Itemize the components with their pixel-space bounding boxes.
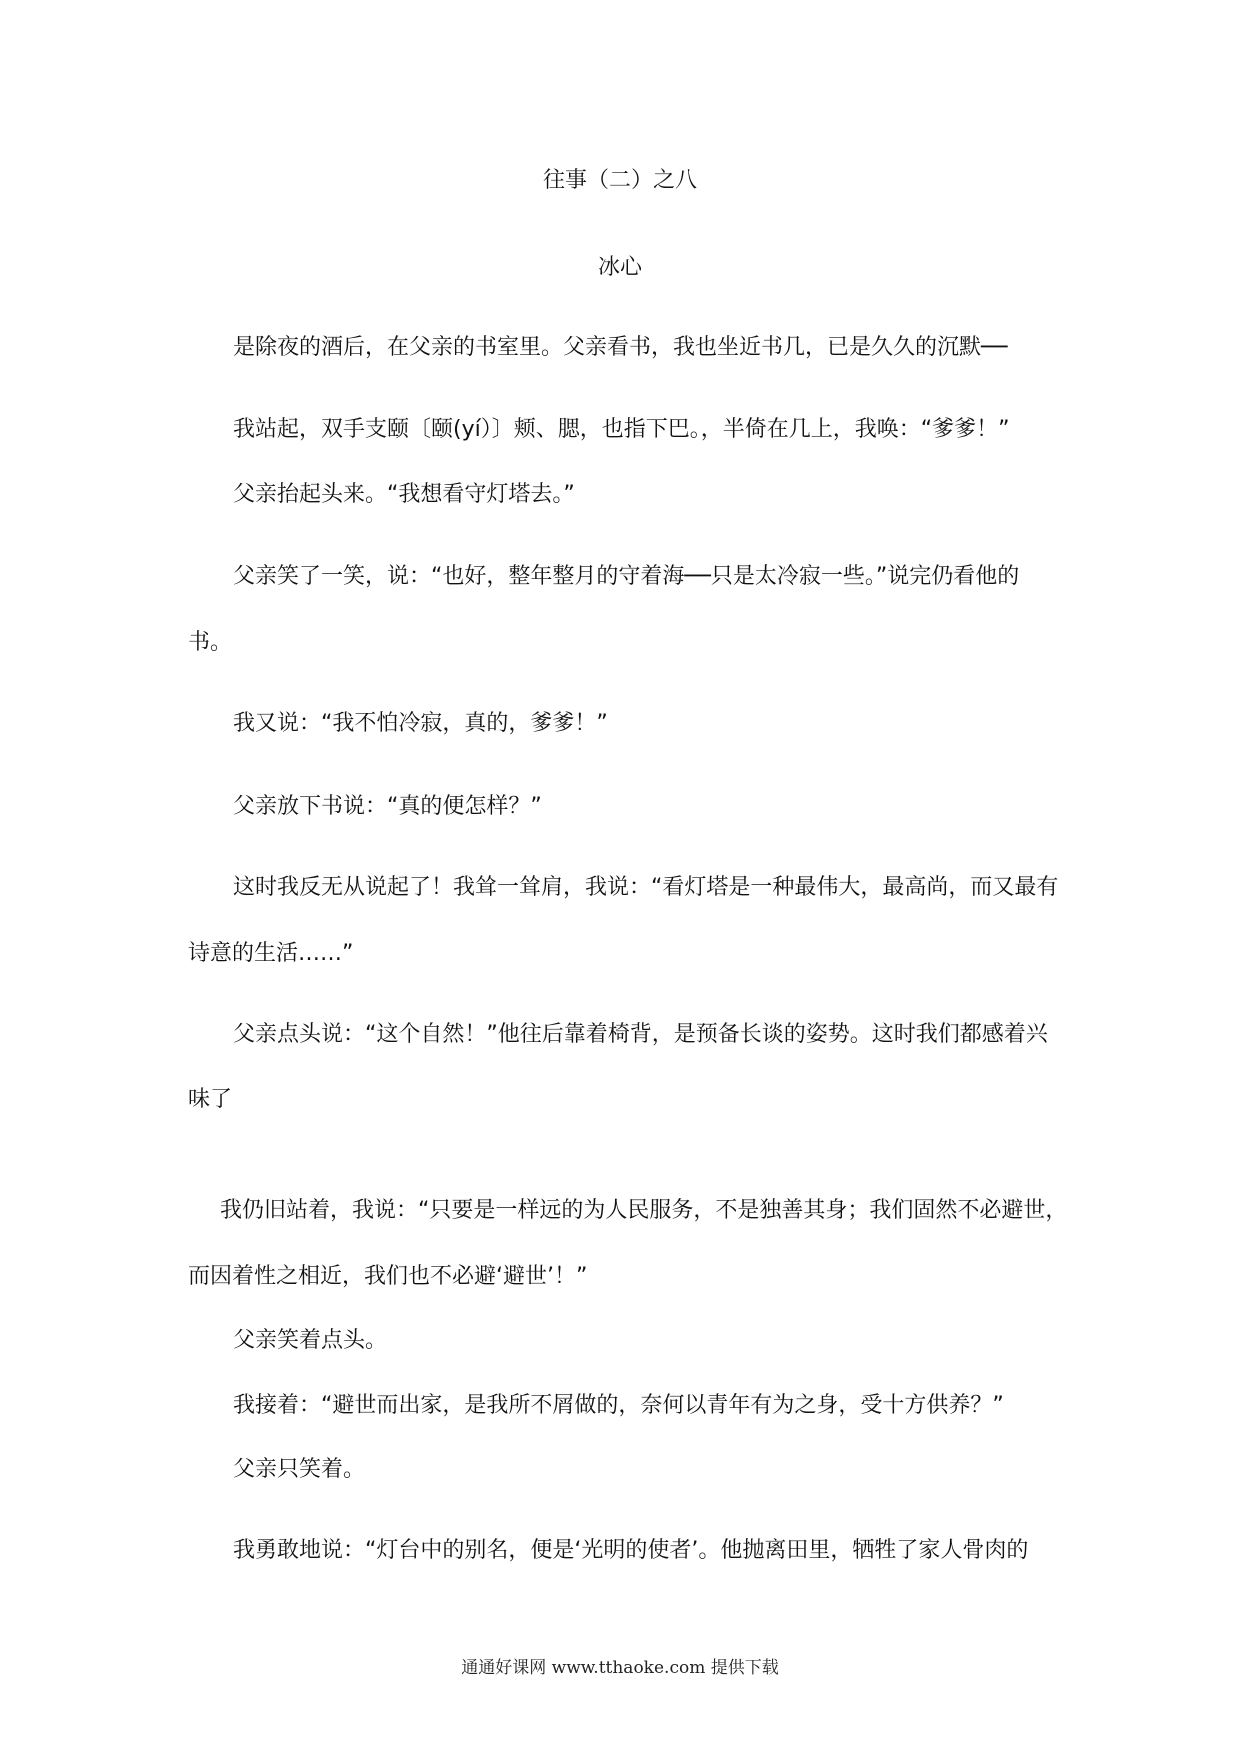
paragraph-line: 父亲笑了一笑，说：“也好，整年整月的守着海──只是太冷寂一些。”说完仍看他的 [233,564,1020,589]
paragraph-line: 我接着：“避世而出家，是我所不屑做的，奈何以青年有为之身，受十方供养？” [233,1393,1004,1418]
paragraph-line: 我仍旧站着，我说：“只要是一样远的为人民服务，不是独善其身；我们固然不必避世， [220,1198,1068,1223]
paragraph-line: 父亲抬起头来。“我想看守灯塔去。” [233,482,575,507]
paragraph-line: 我站起，双手支颐〔颐(yí）〕颊、腮，也指下巴。，半倚在几上，我唤：“爹爹！” [233,417,1010,442]
paragraph-line: 父亲点头说：“这个自然！”他往后靠着椅背，是预备长谈的姿势。这时我们都感着兴 [233,1022,1048,1047]
paragraph-line: 书。 [188,630,233,655]
paragraph-line: 父亲笑着点头。 [233,1328,388,1353]
paragraph-line: 我又说：“我不怕冷寂，真的，爹爹！” [233,711,608,736]
paragraph-line: 我勇敢地说：“灯台中的别名，便是‘光明的使者’。他抛离田里，牺牲了家人骨肉的 [233,1538,1029,1563]
paragraph-line: 父亲只笑着。 [233,1457,366,1482]
paragraph-line: 这时我反无从说起了！我耸一耸肩，我说：“看灯塔是一种最伟大，最高尚，而又最有 [233,875,1059,900]
paragraph-line: 父亲放下书说：“真的便怎样？” [233,794,542,819]
paragraph-line: 而因着性之相近，我们也不必避‘避世’！” [188,1264,588,1289]
paragraph-line: 味了 [188,1087,233,1112]
page-footer: 通通好课网 www.tthaoke.com 提供下载 [461,1658,779,1678]
paragraph-line: 诗意的生活……” [188,941,354,966]
document-author: 冰心 [597,255,642,280]
document-title: 往事（二）之八 [542,168,697,193]
paragraph-line: 是除夜的酒后，在父亲的书室里。父亲看书，我也坐近书几，已是久久的沉默── [233,335,1008,360]
